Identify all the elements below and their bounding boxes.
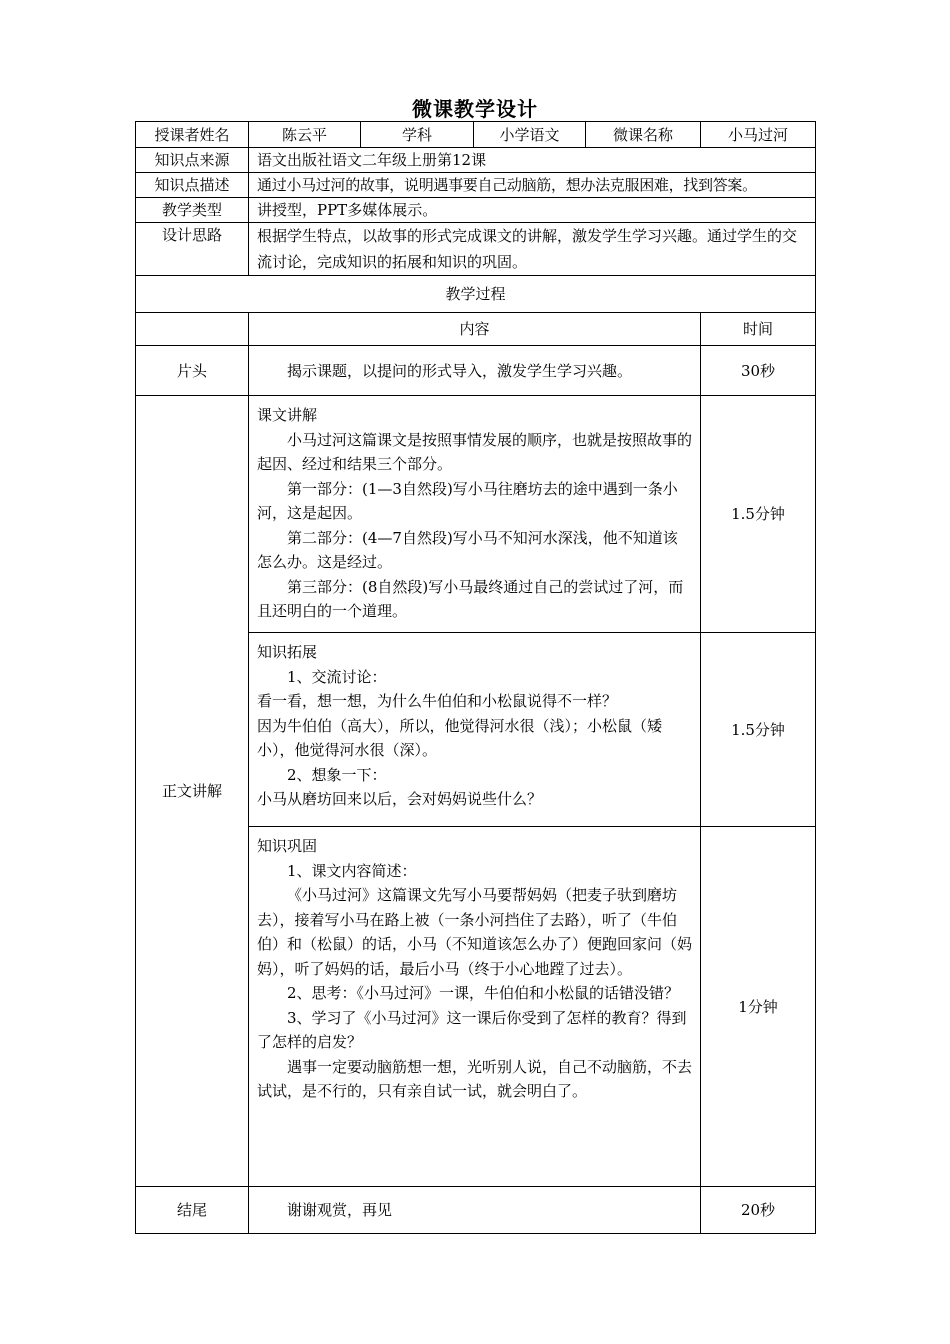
section-paragraph: 因为牛伯伯（高大），所以，他觉得河水很（浅）；小松鼠（矮小），他觉得河水很（深）。 [257, 716, 663, 759]
opening-row [136, 346, 816, 396]
column-header-row [136, 313, 816, 346]
info-row [136, 223, 816, 276]
opening-time: 30秒 [701, 346, 816, 396]
subject-value: 小学语文 [474, 122, 586, 148]
main-label: 正文讲解 [136, 396, 249, 1187]
ending-label: 结尾 [136, 1187, 249, 1234]
document-title: 微课教学设计 [412, 97, 538, 121]
ending-time: 20秒 [701, 1187, 816, 1234]
info-label: 教学类型 [136, 198, 249, 223]
section-paragraph: 第三部分：(8自然段)写小马最终通过自己的尝试过了河，而且还明白的一个道理。 [257, 577, 684, 620]
info-row [136, 198, 816, 223]
teacher-name: 陈云平 [249, 122, 361, 148]
section-paragraph: 小马从磨坊回来以后，会对妈妈说些什么？ [257, 790, 543, 808]
section-time: 1分钟 [701, 827, 816, 1187]
section-paragraph: 3、学习了《小马过河》这一课后你受到了怎样的教育？得到了怎样的启发？ [257, 1008, 687, 1051]
section-paragraph: 遇事一定要动脑筋想一想，光听别人说，自己不动脑筋，不去试试，是不行的，只有亲自试一试，就会明白了。 [257, 1057, 693, 1100]
section-time: 1.5分钟 [701, 633, 816, 827]
teacher-label: 授课者姓名 [136, 122, 249, 148]
opening-label: 片头 [136, 346, 249, 396]
section-content [249, 827, 701, 1187]
section-content [249, 633, 701, 827]
content-header: 内容 [249, 313, 701, 346]
section-title: 知识巩固 [257, 837, 318, 855]
section-paragraph: 《小马过河》这篇课文先写小马要帮妈妈（把麦子驮到磨坊去），接着写小马在路上被（一条小河挡住了去路），听了（牛伯伯）和（松鼠）的话，小马（不知道该怎么办了）便跑回家问（妈妈），听了妈妈的话，最后小马（终于小心地蹚了过去）。 [257, 886, 693, 978]
section-paragraph: 1、交流讨论： [287, 667, 387, 686]
course-label: 微课名称 [586, 122, 701, 148]
subject-label: 学科 [361, 122, 474, 148]
section-paragraph: 1、课文内容简述： [287, 861, 417, 880]
opening-content: 揭示课题，以提问的形式导入，激发学生学习兴趣。 [249, 346, 701, 396]
header-row [136, 122, 816, 148]
section-time: 1.5分钟 [701, 396, 816, 633]
section-paragraph: 第二部分：(4—7自然段)写小马不知河水深浅，他不知道该怎么办。这是经过。 [257, 528, 678, 571]
section-title: 知识拓展 [257, 643, 318, 661]
section-paragraph: 看一看，想一想，为什么牛伯伯和小松鼠说得不一样？ [257, 692, 618, 710]
ending-content: 谢谢观赏，再见 [249, 1187, 701, 1234]
section-content [249, 396, 701, 633]
section-paragraph: 2、思考：《小马过河》一课，牛伯伯和小松鼠的话错没错？ [287, 984, 680, 1002]
process-heading-row [136, 276, 816, 313]
info-label: 设计思路 [136, 223, 249, 276]
time-header: 时间 [701, 313, 816, 346]
course-name: 小马过河 [701, 122, 816, 148]
section-paragraph: 2、想象一下： [287, 765, 387, 784]
info-label: 知识点来源 [136, 148, 249, 173]
empty-cell [136, 313, 249, 346]
ending-row [136, 1187, 816, 1234]
info-value: 语文出版社语文二年级上册第12课 [249, 148, 816, 173]
lesson-plan-table [135, 121, 816, 1234]
info-value: 根据学生特点，以故事的形式完成课文的讲解，激发学生学习兴趣。通过学生的交流讨论，完成知识的拓展和知识的巩固。 [249, 223, 816, 276]
info-row [136, 173, 816, 198]
section-paragraph: 第一部分：(1—3自然段)写小马往磨坊去的途中遇到一条小河，这是起因。 [257, 479, 678, 522]
info-value: 讲授型，PPT多媒体展示。 [249, 198, 816, 223]
section-paragraph: 小马过河这篇课文是按照事情发展的顺序，也就是按照故事的起因、经过和结果三个部分。 [257, 430, 693, 473]
process-heading: 教学过程 [136, 276, 816, 313]
info-value: 通过小马过河的故事，说明遇事要自己动脑筋，想办法克服困难，找到答案。 [249, 173, 816, 198]
info-row [136, 148, 816, 173]
info-label: 知识点描述 [136, 173, 249, 198]
section-title: 课文讲解 [257, 406, 318, 424]
section-row [136, 396, 816, 633]
